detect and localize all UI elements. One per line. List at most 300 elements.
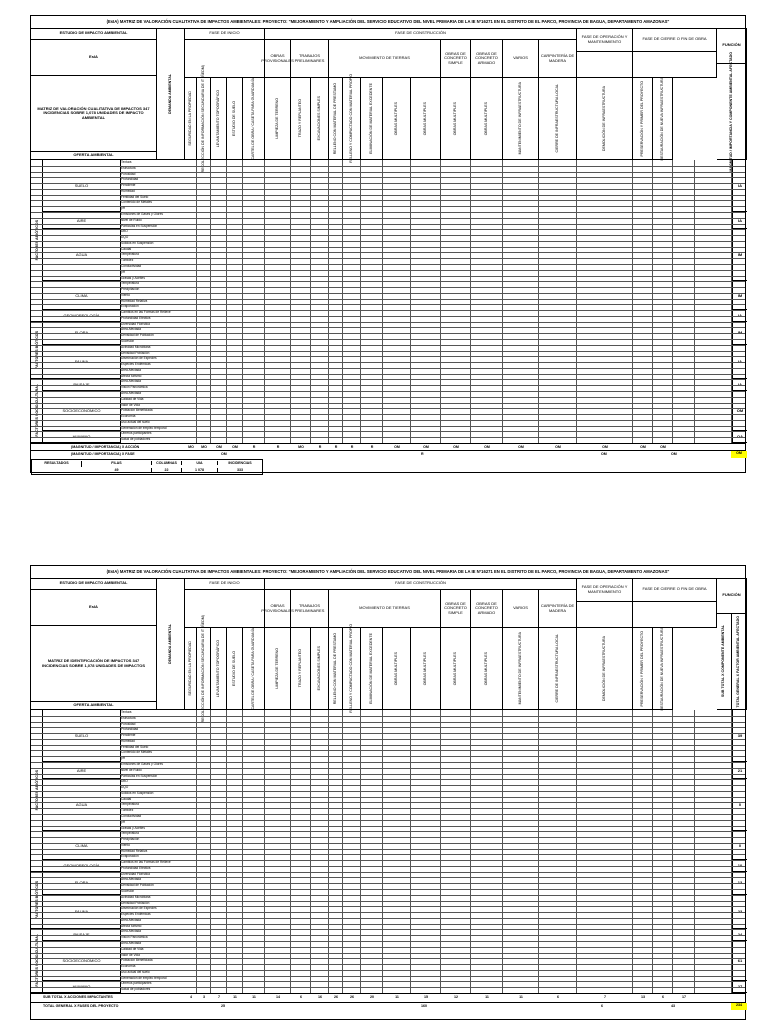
- subtotal-row: [31, 993, 745, 1001]
- summary-value: 11: [395, 995, 399, 999]
- factor-name: Textura: [121, 710, 132, 714]
- sheet-title: (EsIA) MATRIZ DE VALORACIÓN CUALITATIVA DE IMPACTOS AMBIENTALES: PROYECTO: "MEJORAMIENTO Y AMPLIACIÓN DEL SERVICIO EDUCATIVO DEL NIVEL PRIMARIA DE LA IE Nº16271 EN EL DISTRITO DE EL PARCO, PROVINCIA DE BAGUA, DEPARTAMENTO AMAZONAS": [31, 16, 745, 29]
- activity-header: [329, 78, 343, 160]
- component-label: AIRE: [76, 767, 87, 773]
- group-varios: VARIOS: [503, 40, 539, 78]
- summary-value: MO: [298, 445, 304, 449]
- factor-name: Área Afectada: [121, 917, 142, 922]
- factor-name: Estructura: [121, 165, 136, 170]
- activity-label: ESTUDIO DE SUELO: [231, 650, 236, 687]
- summary-value: OM: [232, 445, 238, 449]
- factor-name: Sólidos en Suspensión: [121, 240, 154, 245]
- factor-name: Evaporación: [121, 304, 139, 309]
- group-carpinteria: CARPINTERÍA DE MADERA: [539, 40, 577, 78]
- summary-value: 11: [252, 995, 256, 999]
- total-close-value: 43: [671, 1004, 675, 1008]
- component-total: 10: [732, 860, 747, 872]
- activity-header: [503, 78, 539, 160]
- group-mov: MOVIMIENTO DE TIERRAS: [329, 590, 441, 628]
- factor-name: Temperatura: [121, 252, 139, 257]
- activity-header: [441, 78, 471, 160]
- summary-value: OM: [423, 445, 429, 449]
- function-label: FUNCIÓN: [717, 28, 747, 64]
- summary-value: OM: [640, 445, 646, 449]
- component-label: FLORA: [74, 880, 89, 886]
- factor-name: Afecta turismo: [121, 373, 142, 378]
- factor-name: Diversidad Florística: [121, 871, 150, 876]
- group-concreto-simple: OBRAS DE CONCRETO SIMPLE: [441, 40, 471, 78]
- activity-label: LIMPIEZA DE TERRENO: [274, 648, 279, 689]
- summary-value: 14: [276, 995, 280, 999]
- start-group: [185, 590, 265, 628]
- factor-name: Densidad de Población: [121, 333, 154, 338]
- activity-label: RECOLECCIÓN DE INFORMACIÓN SECUNDARIA DE IT (ÑEDM): [200, 614, 205, 723]
- factor-name: Emisiones de Gases y Olores: [121, 211, 163, 216]
- summary-value: OM: [484, 445, 490, 449]
- study-label: ESTUDIO DE IMPACTO AMBIENTAL: [31, 28, 157, 40]
- component-label: FAUNA: [74, 359, 89, 365]
- activity-header: [291, 78, 311, 160]
- activity-label: ELIMINACIÓN DE MATERIAL EXCEDENTE: [368, 633, 373, 704]
- total-row: [31, 1002, 745, 1010]
- factor-name: DBO: [121, 779, 128, 784]
- group-concreto-armado: OBRAS DE CONCRETO ARMADO: [471, 590, 503, 628]
- activity-label: DEMOLICIÓN DE INFRAESTRUCTURA: [601, 85, 606, 152]
- summary-value: R: [318, 445, 322, 449]
- activity-label: OBRAS MULTIPLES: [422, 651, 427, 686]
- activity-label: EXCAVACIONES SIMPLES: [316, 96, 321, 141]
- factor-name: Especies Endémicas: [121, 362, 151, 367]
- activity-header: [227, 628, 243, 710]
- factor-name: DBO: [121, 229, 128, 234]
- component-total: IM: [732, 322, 747, 345]
- summary-value: 6: [300, 995, 302, 999]
- activity-header: [197, 614, 211, 723]
- activity-label: LEVANTAMIENTO TOPOGRÁFICO: [215, 639, 220, 698]
- function-label: FUNCIÓN: [717, 578, 747, 614]
- component-label: SOCIOECONÓMICO: [62, 408, 101, 414]
- total-start-value: 25: [221, 1004, 225, 1008]
- factor-group-label: FACTORES BIÓTICOS: [34, 881, 39, 920]
- phase-operation: FASE DE OPERACIÓN Y MANTENIMIENTO: [577, 28, 633, 52]
- summary-value: 7: [218, 995, 220, 999]
- start-group: [185, 40, 265, 78]
- phase-start-value: OM: [221, 452, 227, 456]
- activity-header: [633, 628, 653, 710]
- summary-value: R: [370, 445, 374, 449]
- factor-name: Nivel de Ruido: [121, 217, 142, 222]
- factor-name: Valor de Vida: [121, 952, 140, 957]
- summary-value: R: [334, 445, 338, 449]
- impact-grid: [31, 160, 745, 443]
- impact-grid: [31, 710, 745, 993]
- factor-name: Porosidad: [121, 171, 136, 176]
- activity-header: [311, 78, 329, 160]
- summary-value: 6: [662, 995, 664, 999]
- factor-name: Generación de empleo temporal: [121, 975, 167, 980]
- activity-header: [343, 74, 361, 163]
- factor-name: Porosidad: [121, 721, 136, 726]
- factor-name: Calidad de Vida: [121, 396, 144, 401]
- factor-group-label: FACTORES ABIÓTICOS: [34, 770, 39, 811]
- activity-label: ELIMINACIÓN DE MATERIAL EXCEDENTE: [368, 83, 373, 154]
- close-group: [633, 602, 717, 628]
- factor-name: Precipitación: [121, 837, 140, 842]
- factor-name: Salud de pobladores: [121, 987, 151, 992]
- component-label: HUMANO: [72, 434, 91, 440]
- activity-label: OBRAS MULTIPLES: [483, 651, 488, 686]
- factor-name: Profundidad Efectiva: [121, 865, 151, 870]
- factor-name: Contenido de Metales: [121, 750, 153, 755]
- summary-value: 11: [233, 995, 237, 999]
- component-total: IA: [732, 345, 747, 380]
- factor-name: Fertilidad del Suelo: [121, 744, 149, 749]
- factor-name: Profundidad: [121, 177, 139, 182]
- results-uia: 1 078: [182, 468, 218, 472]
- factor-name: Obreros participantes: [121, 981, 152, 986]
- activity-header: [291, 628, 311, 710]
- close-group: [633, 52, 717, 78]
- summary-value: 7: [604, 995, 606, 999]
- component-label: SUELO: [74, 732, 89, 738]
- activity-label: DEMOLICIÓN DE INFRAESTRUCTURA: [601, 635, 606, 702]
- summary-value: 26: [334, 995, 338, 999]
- activity-header: [411, 78, 441, 160]
- summary-value: 26: [350, 995, 354, 999]
- factor-group-label: FACTORES BIÓTICOS: [34, 331, 39, 370]
- factor-name: Humedad: [121, 738, 135, 743]
- results-rows: 49: [82, 468, 152, 472]
- factor-name: Turbidez: [121, 808, 134, 813]
- component-label: HUMANO: [72, 984, 91, 990]
- activity-label: OBRAS MULTIPLES: [422, 101, 427, 136]
- component-label: SOCIOECONÓMICO: [62, 958, 101, 964]
- group-obras-prov: OBRAS PROVISIONALES: [265, 590, 291, 628]
- component-label: GEOMORFOLOGÍA: [63, 312, 100, 318]
- factor-name: Conductividad: [121, 813, 142, 818]
- factor-name: Profundidad Efectiva: [121, 315, 151, 320]
- component-label: PAISAJE: [73, 932, 90, 938]
- total-operation-value: 6: [601, 1004, 603, 1008]
- oferta-label: OFERTA AMBIENTAL: [31, 702, 157, 710]
- factor-name: Partículas en Suspensión: [121, 223, 158, 228]
- component-total: IA: [732, 160, 747, 212]
- summary-value: OM: [555, 445, 561, 449]
- total-col-label: TOTAL GENERAL X FACTOR AMBIENTAL AFECTADO: [732, 614, 747, 710]
- activity-label: RELLENO Y COMPACTADO CON MATERIAL PROPIO: [348, 74, 353, 163]
- factor-name: Temperatura: [121, 281, 139, 286]
- activity-header: [361, 78, 383, 160]
- results-label: RESULTADOS: [32, 461, 82, 467]
- factor-name: Economía: [121, 964, 136, 969]
- component-total: 39: [732, 710, 747, 762]
- activity-header: [329, 628, 343, 710]
- summary-value: 20: [370, 995, 374, 999]
- factor-name: Contenido de Metales: [121, 200, 153, 205]
- factor-name: Sucesión: [121, 889, 135, 894]
- component-total: IA: [732, 212, 747, 229]
- factor-name: DQO: [121, 785, 129, 790]
- results-header-cols: COLUMNAS: [152, 461, 182, 465]
- factor-name: Visión Panorámica: [121, 385, 148, 390]
- phase-close: FASE DE CIERRE O FIN DE OBRA: [633, 578, 717, 602]
- summary-value: 13: [641, 995, 645, 999]
- summary-value: OM: [216, 445, 222, 449]
- factor-name: Humedad Relativa: [121, 298, 148, 303]
- factor-name: Especies Endémicas: [121, 912, 151, 917]
- activity-label: PRESERVACIÓN Y PRIMER DEL PROYECTO: [639, 630, 644, 707]
- phase-operation: FASE DE OPERACIÓN Y MANTENIMIENTO: [577, 578, 633, 602]
- factor-name: Humedad: [121, 188, 135, 193]
- summary-value: R: [276, 445, 280, 449]
- phase-build: FASE DE CONSTRUCCIÓN: [265, 28, 577, 40]
- summary-value: 12: [454, 995, 458, 999]
- activity-header: [539, 628, 577, 710]
- summary-action-label: (MAGNITUD / IMPORTANCIA) X ACCIÓN: [71, 445, 140, 449]
- factor-name: Actividad Microbiana: [121, 894, 151, 899]
- component-total: 13: [732, 872, 747, 895]
- factor-name: Humedad Relativa: [121, 848, 148, 853]
- activity-label: ESTUDIO DE SUELO: [231, 100, 236, 137]
- activity-header: [243, 628, 265, 710]
- activity-label: MANTENIMIENTO DE INFRAESTRUCTURA: [517, 632, 522, 705]
- group-concreto-armado: OBRAS DE CONCRETO ARMADO: [471, 40, 503, 78]
- factor-name: Diversidad Florística: [121, 321, 150, 326]
- factor-name: Densidad de Población: [121, 883, 154, 888]
- phase-start: FASE DE INICIO: [185, 578, 265, 590]
- activity-label: TRAZO Y REPLANTEO: [297, 649, 302, 688]
- factor-name: Área Afectada: [121, 367, 142, 372]
- factor-name: Área Afectada: [121, 379, 142, 384]
- results-incidences: 333: [237, 468, 243, 472]
- subtotal-col-label: SUB TOTAL X COMPONENTE AMBIENTAL: [717, 614, 732, 710]
- factor-name: Área Afectada: [121, 941, 142, 946]
- factor-name: Caudal: [121, 246, 132, 251]
- group-obras-prov: OBRAS PROVISIONALES: [265, 40, 291, 78]
- summary-value: OM: [660, 445, 666, 449]
- activity-header: [503, 628, 539, 710]
- activity-label: SEGURIDAD EN LA PROPIEDAD: [187, 91, 192, 146]
- factor-name: Turbidez: [121, 258, 134, 263]
- activity-label: LIMPIEZA DE TERRENO: [274, 98, 279, 139]
- activity-label: OBRAS MULTIPLES: [393, 651, 398, 686]
- total-build-value: 160: [421, 1004, 427, 1008]
- phase-final-value: OM: [731, 451, 747, 458]
- summary-value: 16: [318, 995, 322, 999]
- factor-name: Sucesión: [121, 339, 135, 344]
- summary-phase-row: [31, 450, 745, 458]
- factor-name: DQO: [121, 235, 129, 240]
- factor-name: Uso actual del suelo: [121, 419, 150, 424]
- component-label: FLORA: [74, 330, 89, 336]
- component-total: 27: [732, 981, 747, 993]
- phase-build: FASE DE CONSTRUCCIÓN: [265, 578, 577, 590]
- factor-name: Cambios en las Formas de Relieve: [121, 860, 171, 865]
- results-header-rows: FILAS: [82, 461, 152, 465]
- group-varios: VARIOS: [503, 590, 539, 628]
- component-total: OM: [732, 391, 747, 431]
- factor-name: pH: [121, 756, 126, 761]
- activity-label: CARTEL DE OBRA / CASETA PARA GUARDIANÍA: [250, 77, 255, 160]
- component-total: OA: [732, 431, 747, 443]
- matrix-label: MATRIZ DE VALORACIÓN CUALITATIVA DE IMPACTOS 347 INCIDENCIAS SOBRE 1,078 UNIDADES DE IMPACTO AMBIENTAL: [31, 76, 157, 152]
- phase-start: FASE DE INICIO: [185, 28, 265, 40]
- factor-name: Afecta turismo: [121, 923, 142, 928]
- activity-label: CARTEL DE OBRA / CASETA PARA GUARDIANÍA: [250, 627, 255, 710]
- summary-value: OM: [602, 445, 608, 449]
- summary-value: MO: [201, 445, 207, 449]
- factor-name: Área Afectada: [121, 391, 142, 396]
- group-trabajos: TRABAJOS PRELIMINARES: [291, 40, 329, 78]
- group-trabajos: TRABAJOS PRELIMINARES: [291, 590, 329, 628]
- activity-header: [227, 78, 243, 160]
- activity-header: [653, 78, 673, 160]
- activity-label: PRESERVACIÓN Y PRIMER DEL PROYECTO: [639, 80, 644, 157]
- factor-name: Pendiente: [121, 733, 136, 738]
- activity-label: RELLENO CON MATERIAL DE PRESTAMO: [332, 82, 337, 155]
- results-table: [31, 459, 263, 475]
- factor-name: Densidad Población: [121, 900, 150, 905]
- factor-name: Fertilidad del Suelo: [121, 194, 149, 199]
- component-total: 24: [732, 929, 747, 941]
- component-total: 0: [732, 779, 747, 831]
- factor-name: Textura: [121, 160, 132, 164]
- summary-value: 17: [682, 995, 686, 999]
- factor-name: Disminución de Especies: [121, 356, 157, 361]
- activity-label: EXCAVACIONES SIMPLES: [316, 646, 321, 691]
- phase-close: FASE DE CIERRE O FIN DE OBRA: [633, 28, 717, 52]
- activity-label: OBRAS MULTIPLES: [452, 651, 457, 686]
- total-col-label: MAGNITUD / IMPORTANCIA Y COMPONENTE AMBIENTAL AFECTADO: [717, 64, 747, 160]
- activity-label: RECOLECCIÓN DE INFORMACIÓN SECUNDARIA DE IT (ÑEDM): [200, 64, 205, 173]
- activity-header: [633, 78, 653, 160]
- factor-name: Disminución de Especies: [121, 906, 157, 911]
- factor-name: Población Beneficiada: [121, 408, 153, 413]
- activity-header: [653, 628, 673, 710]
- activity-header: [383, 628, 411, 710]
- total-label: TOTAL GENERAL X FASES DEL PROYECTO: [43, 1004, 119, 1008]
- results-header-incidences: INCIDENCIAS: [228, 461, 252, 465]
- factor-name: Nivel de Ruido: [121, 767, 142, 772]
- activity-label: RESTAURACIÓN DE NUEVA INFRAESTRUCTURA: [659, 76, 664, 161]
- factor-name: Partículas en Suspensión: [121, 773, 158, 778]
- activity-header: [577, 628, 633, 710]
- subtotal-label: SUB TOTAL X ACCIONES IMPACTANTES: [43, 995, 113, 999]
- sheet-title: (EsIA) MATRIZ DE VALORACIÓN CUALITATIVA DE IMPACTOS AMBIENTALES: PROYECTO: "MEJORAMIENTO Y AMPLIACIÓN DEL SERVICIO EDUCATIVO DEL NIVEL PRIMARIA DE LA IE Nº16271 EN EL DISTRITO DE EL PARCO, PROVINCIA DE BAGUA, DEPARTAMENTO AMAZONAS": [31, 566, 745, 579]
- phase-build-value: R: [421, 452, 424, 456]
- factor-name: Salud de pobladores: [121, 437, 151, 442]
- activity-label: OBRAS MULTIPLES: [452, 101, 457, 136]
- summary-value: R: [252, 445, 256, 449]
- summary-value: MO: [188, 445, 194, 449]
- component-label: GEOMORFOLOGÍA: [63, 862, 100, 868]
- factor-name: Obreros participantes: [121, 431, 152, 436]
- component-label: AIRE: [76, 217, 87, 223]
- activity-header: [197, 64, 211, 173]
- total-final-value: 234: [731, 1003, 747, 1010]
- phase-operation-value: OM: [601, 452, 607, 456]
- activity-label: CIERRE DE INFRAESTRUCTURA LOCAL: [554, 634, 559, 703]
- subtotal-values: [31, 994, 747, 1001]
- factor-name: Pendiente: [121, 183, 136, 188]
- factor-name: Población Beneficiada: [121, 958, 153, 963]
- activity-label: SEGURIDAD EN LA PROPIEDAD: [187, 641, 192, 696]
- component-total: 0: [732, 831, 747, 860]
- component-total: IM: [732, 229, 747, 281]
- esia-label: EsIA: [31, 40, 157, 76]
- valuation-matrix-sheet: [30, 15, 746, 473]
- operation-group: [577, 52, 633, 78]
- activity-header: [211, 78, 227, 160]
- factor-name: Cambios en las Formas de Relieve: [121, 310, 171, 315]
- component-label: PAISAJE: [73, 382, 90, 388]
- oferta-label: OFERTA AMBIENTAL: [31, 152, 157, 160]
- factor-group-label: FACTORES SOCIO-CULTURAL: [34, 934, 39, 988]
- factor-name: Generación de empleo temporal: [121, 425, 167, 430]
- factor-name: Estructura: [121, 715, 136, 720]
- activity-header: [471, 628, 503, 710]
- activity-header: [411, 628, 441, 710]
- factor-name: Temperatura: [121, 802, 139, 807]
- activity-label: CIERRE DE INFRAESTRUCTURA LOCAL: [554, 84, 559, 153]
- activity-header: [577, 78, 633, 160]
- summary-phase-label: (MAGNITUD / IMPORTANCIA) X FASE: [71, 452, 135, 456]
- component-total: IM: [732, 281, 747, 310]
- activity-label: OBRAS MULTIPLES: [483, 101, 488, 136]
- group-mov: MOVIMIENTO DE TIERRAS: [329, 40, 441, 78]
- activity-header: [211, 628, 227, 710]
- factor-name: Densidad Población: [121, 350, 150, 355]
- factor-name: Calidad de Vida: [121, 946, 144, 951]
- factor-name: Temperatura: [121, 831, 139, 836]
- factor-name: Emisiones de Gases y Olores: [121, 761, 163, 766]
- activity-header: [361, 628, 383, 710]
- factor-name: Grasas y Aceites: [121, 825, 145, 830]
- activity-label: RELLENO CON MATERIAL DE PRESTAMO: [332, 632, 337, 705]
- factor-name: Área Afectada: [121, 877, 142, 882]
- component-label: CLIMA: [75, 292, 88, 298]
- activity-header: [243, 78, 265, 160]
- component-total: 61: [732, 941, 747, 981]
- demanda-label: DEMANDA AMBIENTAL: [157, 28, 185, 160]
- summary-value: 15: [424, 995, 428, 999]
- factor-name: Profundidad: [121, 727, 139, 732]
- activity-header: [343, 624, 361, 713]
- results-cols: 22: [152, 468, 182, 472]
- component-label: FAUNA: [74, 909, 89, 915]
- study-label: ESTUDIO DE IMPACTO AMBIENTAL: [31, 578, 157, 590]
- factor-name: Área Afectada: [121, 929, 142, 934]
- factor-group-label: FACTORES ABIÓTICOS: [34, 220, 39, 261]
- factor-name: pH: [121, 269, 126, 274]
- activity-header: [185, 628, 197, 710]
- factor-name: Economía: [121, 414, 136, 419]
- operation-group: [577, 602, 633, 628]
- factor-name: Grasas y Aceites: [121, 275, 145, 280]
- activity-label: TRAZO Y REPLANTEO: [297, 99, 302, 138]
- demanda-label: DEMANDA AMBIENTAL: [157, 578, 185, 710]
- factor-name: Caudal: [121, 796, 132, 801]
- summary-value: R: [350, 445, 354, 449]
- activity-label: MANTENIMIENTO DE INFRAESTRUCTURA: [517, 82, 522, 155]
- factor-group-label: FACTORES SOCIO-CULTURAL: [34, 384, 39, 438]
- activity-header: [311, 628, 329, 710]
- factor-name: Visión Panorámica: [121, 935, 148, 940]
- esia-label: EsIA: [31, 590, 157, 626]
- component-label: CLIMA: [75, 842, 88, 848]
- results-header-uia: UIA: [182, 461, 218, 465]
- factor-name: Uso actual del suelo: [121, 969, 150, 974]
